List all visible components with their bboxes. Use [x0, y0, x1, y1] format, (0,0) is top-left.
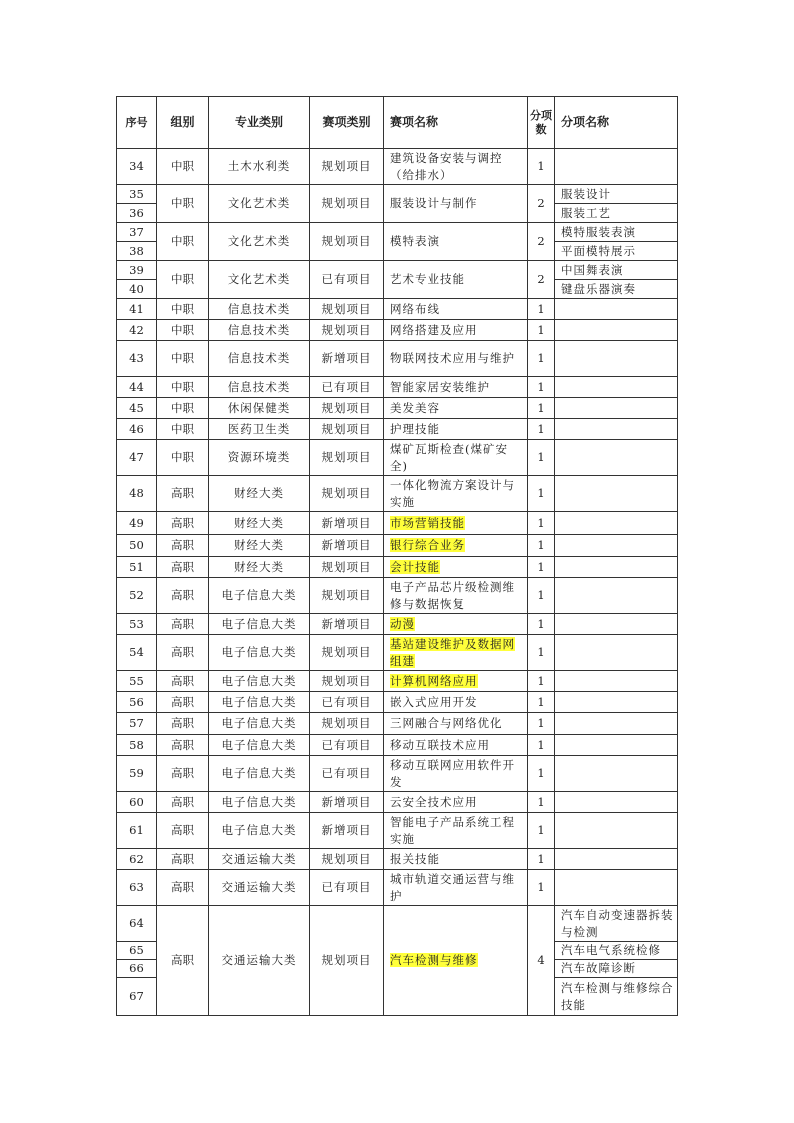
- table-row: [117, 440, 678, 476]
- cell-group: 中职: [157, 341, 209, 377]
- header-major: 专业类别: [209, 97, 310, 149]
- cell-count: 1: [528, 512, 555, 535]
- cell-major: 信息技术类: [209, 341, 310, 377]
- cell-type: 规划项目: [310, 578, 384, 614]
- cell-name: 网络搭建及应用: [384, 320, 528, 341]
- cell-name: 三网融合与网络优化: [384, 713, 528, 735]
- cell-name: 嵌入式应用开发: [384, 692, 528, 713]
- cell-count: 1: [528, 813, 555, 849]
- cell-type: 规划项目: [310, 671, 384, 692]
- cell-count: 1: [528, 792, 555, 813]
- cell-seq: 46: [117, 419, 157, 440]
- cell-group: 高职: [157, 849, 209, 870]
- cell-count: 1: [528, 398, 555, 419]
- cell-sub: [555, 535, 678, 557]
- cell-sub: 汽车检测与维修综合技能: [555, 978, 678, 1016]
- cell-type: 规划项目: [310, 185, 384, 223]
- table-row: [117, 476, 678, 512]
- table-row: [117, 906, 678, 942]
- cell-type: 已有项目: [310, 261, 384, 299]
- cell-name: 智能家居安装维护: [384, 377, 528, 398]
- cell-name: 移动互联网应用软件开发: [384, 756, 528, 792]
- cell-group: 高职: [157, 476, 209, 512]
- table-row: [117, 671, 678, 692]
- cell-count: 2: [528, 185, 555, 223]
- cell-major: 医药卫生类: [209, 419, 310, 440]
- cell-group: 中职: [157, 419, 209, 440]
- cell-sub: [555, 578, 678, 614]
- cell-group: 中职: [157, 299, 209, 320]
- cell-name: 护理技能: [384, 419, 528, 440]
- cell-count: 1: [528, 635, 555, 671]
- cell-sub: [555, 419, 678, 440]
- table-row: [117, 341, 678, 377]
- cell-group: 中职: [157, 149, 209, 185]
- cell-sub: [555, 692, 678, 713]
- cell-name: 云安全技术应用: [384, 792, 528, 813]
- cell-seq: 42: [117, 320, 157, 341]
- cell-type: 规划项目: [310, 419, 384, 440]
- cell-sub: 汽车故障诊断: [555, 960, 678, 978]
- cell-group: 高职: [157, 870, 209, 906]
- cell-name: 网络布线: [384, 299, 528, 320]
- cell-type: 规划项目: [310, 398, 384, 419]
- cell-sub: 汽车电气系统检修: [555, 942, 678, 960]
- cell-group: 高职: [157, 557, 209, 578]
- cell-type: 规划项目: [310, 320, 384, 341]
- cell-count: 1: [528, 440, 555, 476]
- cell-major: 财经大类: [209, 535, 310, 557]
- cell-seq: 40: [117, 280, 157, 299]
- cell-group: 高职: [157, 614, 209, 635]
- cell-major: 土木水利类: [209, 149, 310, 185]
- cell-major: 电子信息大类: [209, 792, 310, 813]
- cell-type: 新增项目: [310, 614, 384, 635]
- header-group: 组别: [157, 97, 209, 149]
- cell-sub: [555, 849, 678, 870]
- cell-type: 规划项目: [310, 149, 384, 185]
- table-row: [117, 512, 678, 535]
- cell-seq: 50: [117, 535, 157, 557]
- cell-type: 规划项目: [310, 223, 384, 261]
- cell-count: 1: [528, 341, 555, 377]
- cell-count: 1: [528, 320, 555, 341]
- competition-table: [116, 96, 678, 1016]
- cell-type: 新增项目: [310, 813, 384, 849]
- cell-count: 4: [528, 906, 555, 1016]
- cell-name: [384, 671, 528, 692]
- cell-major: 文化艺术类: [209, 223, 310, 261]
- cell-sub: [555, 299, 678, 320]
- cell-group: 高职: [157, 792, 209, 813]
- cell-major: 交通运输大类: [209, 906, 310, 1016]
- cell-seq: 54: [117, 635, 157, 671]
- table-row: [117, 261, 678, 280]
- cell-major: 信息技术类: [209, 299, 310, 320]
- cell-seq: 51: [117, 557, 157, 578]
- cell-seq: 36: [117, 204, 157, 223]
- cell-sub: [555, 320, 678, 341]
- table-row: [117, 185, 678, 204]
- table-row: [117, 299, 678, 320]
- cell-name: [384, 635, 528, 671]
- cell-seq: 64: [117, 906, 157, 942]
- cell-name: 美发美容: [384, 398, 528, 419]
- cell-count: 1: [528, 849, 555, 870]
- highlighted-name: 基站建设维护及数据网组建: [390, 636, 515, 668]
- cell-sub: [555, 635, 678, 671]
- cell-type: 规划项目: [310, 557, 384, 578]
- cell-sub: [555, 476, 678, 512]
- table-row: [117, 398, 678, 419]
- cell-type: 已有项目: [310, 692, 384, 713]
- cell-seq: 62: [117, 849, 157, 870]
- cell-count: 1: [528, 692, 555, 713]
- cell-seq: 45: [117, 398, 157, 419]
- table-row: [117, 377, 678, 398]
- cell-type: 规划项目: [310, 906, 384, 1016]
- cell-name: 一体化物流方案设计与实施: [384, 476, 528, 512]
- cell-sub: [555, 713, 678, 735]
- cell-count: 1: [528, 614, 555, 635]
- cell-major: 资源环境类: [209, 440, 310, 476]
- cell-group: 高职: [157, 635, 209, 671]
- cell-sub: [555, 440, 678, 476]
- cell-major: 财经大类: [209, 476, 310, 512]
- table-row: [117, 419, 678, 440]
- cell-group: 高职: [157, 813, 209, 849]
- cell-seq: 66: [117, 960, 157, 978]
- cell-name: 报关技能: [384, 849, 528, 870]
- table-row: [117, 713, 678, 735]
- cell-seq: 52: [117, 578, 157, 614]
- cell-group: 高职: [157, 578, 209, 614]
- cell-major: 电子信息大类: [209, 692, 310, 713]
- header-seq: 序号: [117, 97, 157, 149]
- cell-count: 1: [528, 578, 555, 614]
- table-row: [117, 692, 678, 713]
- cell-major: 信息技术类: [209, 377, 310, 398]
- cell-sub: [555, 870, 678, 906]
- cell-name: [384, 535, 528, 557]
- cell-group: 高职: [157, 906, 209, 1016]
- table-row: [117, 320, 678, 341]
- cell-seq: 63: [117, 870, 157, 906]
- cell-name: 移动互联技术应用: [384, 735, 528, 756]
- cell-count: 1: [528, 476, 555, 512]
- cell-seq: 37: [117, 223, 157, 242]
- cell-sub: 平面模特展示: [555, 242, 678, 261]
- table-row: [117, 557, 678, 578]
- cell-type: 新增项目: [310, 535, 384, 557]
- cell-type: 已有项目: [310, 377, 384, 398]
- cell-count: 1: [528, 735, 555, 756]
- cell-sub: [555, 813, 678, 849]
- cell-group: 中职: [157, 261, 209, 299]
- cell-type: 新增项目: [310, 512, 384, 535]
- cell-name: 模特表演: [384, 223, 528, 261]
- cell-major: 电子信息大类: [209, 713, 310, 735]
- table-row: [117, 813, 678, 849]
- cell-major: 财经大类: [209, 557, 310, 578]
- cell-count: 1: [528, 149, 555, 185]
- cell-seq: 34: [117, 149, 157, 185]
- table-row: [117, 223, 678, 242]
- table-row: [117, 870, 678, 906]
- cell-type: 规划项目: [310, 440, 384, 476]
- cell-type: 已有项目: [310, 756, 384, 792]
- cell-count: 1: [528, 377, 555, 398]
- highlighted-name: 会计技能: [390, 559, 440, 574]
- cell-name: 电子产品芯片级检测维修与数据恢复: [384, 578, 528, 614]
- cell-sub: [555, 557, 678, 578]
- cell-type: 规划项目: [310, 299, 384, 320]
- cell-group: 高职: [157, 535, 209, 557]
- cell-major: 文化艺术类: [209, 261, 310, 299]
- cell-count: 1: [528, 671, 555, 692]
- cell-type: 规划项目: [310, 713, 384, 735]
- cell-type: 规划项目: [310, 476, 384, 512]
- table-row: [117, 635, 678, 671]
- cell-group: 中职: [157, 377, 209, 398]
- cell-seq: 43: [117, 341, 157, 377]
- table-row: [117, 735, 678, 756]
- cell-major: 电子信息大类: [209, 614, 310, 635]
- cell-name: 建筑设备安装与调控（给排水）: [384, 149, 528, 185]
- cell-group: 高职: [157, 713, 209, 735]
- table-row: [117, 756, 678, 792]
- cell-name: [384, 614, 528, 635]
- cell-seq: 47: [117, 440, 157, 476]
- table-row: [117, 614, 678, 635]
- cell-seq: 58: [117, 735, 157, 756]
- cell-seq: 35: [117, 185, 157, 204]
- cell-sub: [555, 341, 678, 377]
- cell-seq: 38: [117, 242, 157, 261]
- cell-seq: 48: [117, 476, 157, 512]
- highlighted-name: 计算机网络应用: [390, 673, 478, 688]
- cell-name: [384, 906, 528, 1016]
- cell-sub: [555, 377, 678, 398]
- table-row: [117, 149, 678, 185]
- cell-major: 电子信息大类: [209, 578, 310, 614]
- cell-name: 煤矿瓦斯检查(煤矿安全): [384, 440, 528, 476]
- header-row: [117, 97, 678, 149]
- cell-seq: 57: [117, 713, 157, 735]
- cell-count: 1: [528, 419, 555, 440]
- cell-group: 高职: [157, 671, 209, 692]
- cell-sub: [555, 512, 678, 535]
- highlighted-name: 动漫: [390, 616, 415, 631]
- cell-sub: 服装设计: [555, 185, 678, 204]
- cell-type: 已有项目: [310, 870, 384, 906]
- cell-group: 高职: [157, 756, 209, 792]
- highlighted-name: 市场营销技能: [390, 515, 465, 530]
- cell-sub: [555, 792, 678, 813]
- header-sub: 分项名称: [555, 97, 678, 149]
- cell-name: 物联网技术应用与维护: [384, 341, 528, 377]
- cell-seq: 55: [117, 671, 157, 692]
- cell-type: 新增项目: [310, 792, 384, 813]
- table-row: [117, 578, 678, 614]
- cell-group: 中职: [157, 440, 209, 476]
- highlighted-name: 银行综合业务: [390, 538, 465, 552]
- cell-count: 1: [528, 756, 555, 792]
- cell-seq: 49: [117, 512, 157, 535]
- cell-seq: 61: [117, 813, 157, 849]
- cell-sub: 模特服装表演: [555, 223, 678, 242]
- cell-count: 1: [528, 299, 555, 320]
- cell-sub: [555, 149, 678, 185]
- table-row: [117, 535, 678, 557]
- cell-major: 电子信息大类: [209, 735, 310, 756]
- cell-seq: 65: [117, 942, 157, 960]
- cell-type: 规划项目: [310, 635, 384, 671]
- cell-sub: [555, 671, 678, 692]
- cell-major: 交通运输大类: [209, 870, 310, 906]
- cell-count: 2: [528, 261, 555, 299]
- cell-sub: [555, 398, 678, 419]
- header-name: 赛项名称: [384, 97, 528, 149]
- cell-seq: 44: [117, 377, 157, 398]
- cell-type: 规划项目: [310, 849, 384, 870]
- cell-major: 信息技术类: [209, 320, 310, 341]
- cell-name: [384, 557, 528, 578]
- cell-major: 电子信息大类: [209, 671, 310, 692]
- cell-name: 服装设计与制作: [384, 185, 528, 223]
- cell-sub: 中国舞表演: [555, 261, 678, 280]
- cell-seq: 56: [117, 692, 157, 713]
- cell-major: 电子信息大类: [209, 756, 310, 792]
- highlighted-name: 汽车检测与维修: [390, 953, 478, 967]
- cell-group: 中职: [157, 185, 209, 223]
- cell-sub: [555, 614, 678, 635]
- cell-sub: 汽车自动变速器拆装与检测: [555, 906, 678, 942]
- cell-major: 交通运输大类: [209, 849, 310, 870]
- cell-major: 文化艺术类: [209, 185, 310, 223]
- cell-major: 电子信息大类: [209, 813, 310, 849]
- cell-count: 1: [528, 713, 555, 735]
- cell-count: 2: [528, 223, 555, 261]
- cell-group: 高职: [157, 512, 209, 535]
- cell-sub: [555, 735, 678, 756]
- cell-name: 城市轨道交通运营与维护: [384, 870, 528, 906]
- cell-seq: 60: [117, 792, 157, 813]
- cell-major: 财经大类: [209, 512, 310, 535]
- table-row: [117, 792, 678, 813]
- cell-group: 高职: [157, 692, 209, 713]
- cell-sub: 服装工艺: [555, 204, 678, 223]
- cell-group: 中职: [157, 320, 209, 341]
- header-type: 赛项类别: [310, 97, 384, 149]
- cell-seq: 41: [117, 299, 157, 320]
- cell-name: 艺术专业技能: [384, 261, 528, 299]
- cell-count: 1: [528, 870, 555, 906]
- cell-seq: 67: [117, 978, 157, 1016]
- cell-major: 休闲保健类: [209, 398, 310, 419]
- cell-seq: 53: [117, 614, 157, 635]
- header-count: 分项数: [528, 97, 555, 149]
- cell-group: 中职: [157, 223, 209, 261]
- cell-group: 高职: [157, 735, 209, 756]
- cell-name: 智能电子产品系统工程实施: [384, 813, 528, 849]
- cell-group: 中职: [157, 398, 209, 419]
- table-row: [117, 849, 678, 870]
- cell-seq: 59: [117, 756, 157, 792]
- cell-sub: [555, 756, 678, 792]
- table-body: [117, 149, 678, 1016]
- cell-name: [384, 512, 528, 535]
- cell-sub: 键盘乐器演奏: [555, 280, 678, 299]
- cell-major: 电子信息大类: [209, 635, 310, 671]
- cell-seq: 39: [117, 261, 157, 280]
- cell-count: 1: [528, 535, 555, 557]
- cell-type: 新增项目: [310, 341, 384, 377]
- cell-type: 已有项目: [310, 735, 384, 756]
- cell-count: 1: [528, 557, 555, 578]
